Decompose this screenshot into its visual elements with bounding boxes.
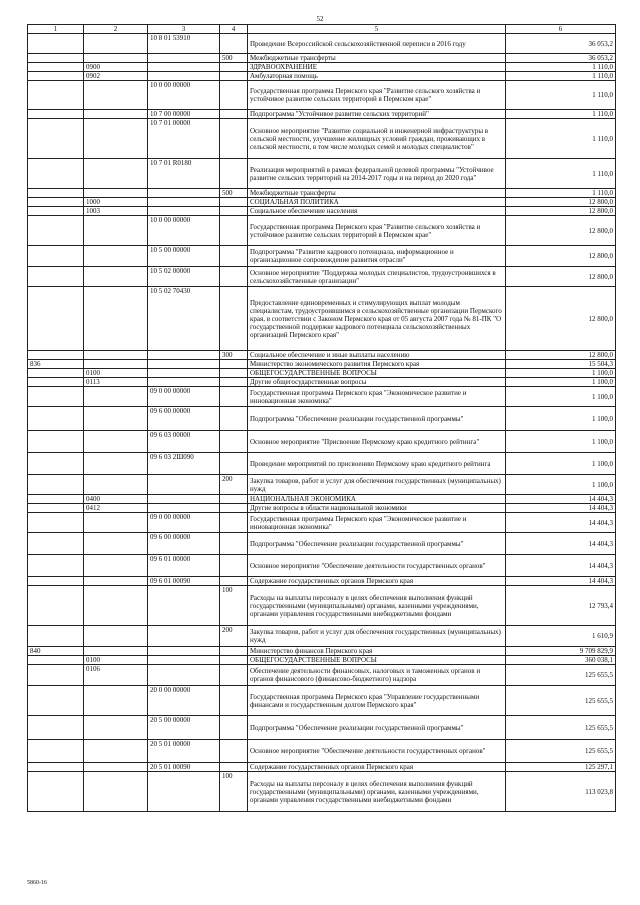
section-code-cell [84,716,148,740]
target-article-cell [148,665,220,686]
section-code-cell: 0900 [84,63,148,72]
amount-cell: 36 053,2 [506,54,616,63]
amount-cell: 1 110,0 [506,72,616,81]
ministry-code-cell [28,555,84,577]
item-name-cell: Основное мероприятие "Присвоение Пермскому краю кредитного рейтинга" [248,431,506,453]
amount-cell: 14 404,3 [506,533,616,555]
table-row [28,626,616,647]
amount-cell: 1 100,0 [506,431,616,453]
target-article-cell [148,369,220,378]
header-col-3: 3 [148,25,220,34]
amount-cell: 14 404,3 [506,495,616,504]
item-name-cell: Расходы на выплаты персоналу в целях обеспечения выполнения функций государственными (муниципальными) органами, казенными учреждениями, органами управления государственными внебюджетными фондами [248,586,506,626]
amount-cell: 1 100,0 [506,369,616,378]
amount-cell: 12 793,4 [506,586,616,626]
table-row [28,369,616,378]
expense-type-cell [220,360,248,369]
item-name-cell: Расходы на выплаты персоналу в целях обеспечения выполнения функций государственными (муниципальными) органами, казенными учреждениями, органами управления государственными внебюджетными фондами [248,772,506,812]
ministry-code-cell [28,387,84,407]
target-article-cell: 09 6 01 00000 [148,555,220,577]
table-row [28,586,616,626]
section-code-cell [84,763,148,772]
table-row [28,647,616,656]
item-name-cell: Подпрограмма "Обеспечение реализации государственной программы" [248,716,506,740]
header-col-6: 6 [506,25,616,34]
item-name-cell: Предоставление единовременных и стимулирующих выплат молодым специалистам, трудоустроившимся в сельскохозяйственные организации Пермского края, в соответствии с Законом Пермского края от 05 августа 2007 года № 81-ПК "О государственной поддержке кадрового потенциала сельскохозяйственных организаций Пермского края" [248,287,506,351]
section-code-cell [84,475,148,495]
expense-type-cell [220,246,248,267]
expense-type-cell [220,159,248,189]
target-article-cell: 09 0 00 00000 [148,513,220,533]
ministry-code-cell [28,110,84,119]
section-code-cell [84,287,148,351]
target-article-cell [148,72,220,81]
expense-type-cell: 100 [220,772,248,812]
item-name-cell: Закупка товаров, работ и услуг для обеспечения государственных (муниципальных) нужд [248,626,506,647]
item-name-cell: Основное мероприятие "Поддержка молодых специалистов, трудоустроившихся в сельскохозяйственные организации" [248,267,506,287]
amount-cell: 125 655,5 [506,740,616,763]
section-code-cell [84,119,148,159]
section-code-cell [84,216,148,246]
header-col-2: 2 [84,25,148,34]
item-name-cell: Подпрограмма "Развитие кадрового потенциала, информационное и организационное сопровождение развития отрасли" [248,246,506,267]
expense-type-cell [220,665,248,686]
amount-cell: 14 404,3 [506,555,616,577]
expense-type-cell [220,198,248,207]
amount-cell: 1 110,0 [506,159,616,189]
amount-cell: 1 100,0 [506,407,616,431]
table-row [28,504,616,513]
section-code-cell: 0100 [84,656,148,665]
amount-cell: 1 100,0 [506,387,616,407]
amount-cell: 1 110,0 [506,189,616,198]
target-article-cell: 10 0 00 00000 [148,216,220,246]
item-name-cell: Другие общегосударственные вопросы [248,378,506,387]
expense-type-cell [220,716,248,740]
ministry-code-cell [28,763,84,772]
expense-type-cell: 100 [220,586,248,626]
amount-cell: 12 800,0 [506,198,616,207]
amount-cell: 1 110,0 [506,63,616,72]
item-name-cell: Содержание государственных органов Пермского края [248,577,506,586]
table-header [28,25,616,34]
table-row [28,577,616,586]
item-name-cell: Основное мероприятие "Развитие социальной и инженерной инфраструктуры в сельской местности, улучшение жилищных условий граждан, проживающих в сельской местности, в том числе молодых семей и молодых специалистов" [248,119,506,159]
ministry-code-cell [28,216,84,246]
table-row [28,198,616,207]
table-row [28,716,616,740]
expense-type-cell [220,34,248,54]
expense-type-cell [220,207,248,216]
expense-type-cell [220,287,248,351]
amount-cell: 1 100,0 [506,378,616,387]
section-code-cell [84,267,148,287]
table-row [28,387,616,407]
target-article-cell [148,504,220,513]
target-article-cell: 20 0 00 00000 [148,686,220,716]
target-article-cell [148,475,220,495]
item-name-cell: Обеспечение деятельности финансовых, налоговых и таможенных органов и органов финансового (финансово-бюджетного) надзора [248,665,506,686]
ministry-code-cell [28,189,84,198]
item-name-cell: Подпрограмма "Обеспечение реализации государственной программы" [248,407,506,431]
table-row [28,772,616,812]
amount-cell: 12 800,0 [506,267,616,287]
item-name-cell: Государственная программа Пермского края "Управление государственными финансами и государственным долгом Пермского края" [248,686,506,716]
table-row [28,246,616,267]
target-article-cell [148,54,220,63]
section-code-cell [84,555,148,577]
footer-code: 5860-16 [27,880,47,886]
expense-type-cell [220,763,248,772]
target-article-cell: 10 7 01 00000 [148,119,220,159]
target-article-cell: 09 6 00 00000 [148,407,220,431]
section-code-cell: 0113 [84,378,148,387]
expense-type-cell [220,72,248,81]
ministry-code-cell [28,407,84,431]
item-name-cell: ЗДРАВООХРАНЕНИЕ [248,63,506,72]
amount-cell: 1 100,0 [506,475,616,495]
target-article-cell: 09 6 00 00000 [148,533,220,555]
item-name-cell: Государственная программа Пермского края "Развитие сельского хозяйства и устойчивое развитие сельских территорий в Пермском крае" [248,216,506,246]
section-code-cell [84,586,148,626]
target-article-cell [148,656,220,665]
target-article-cell: 10 8 01 53910 [148,34,220,54]
expense-type-cell: 500 [220,189,248,198]
expense-type-cell [220,686,248,716]
ministry-code-cell [28,656,84,665]
item-name-cell: Основное мероприятие "Обеспечение деятельности государственных органов" [248,555,506,577]
table-row [28,207,616,216]
target-article-cell: 20 5 01 00000 [148,740,220,763]
item-name-cell: Подпрограмма "Устойчивое развитие сельских территорий" [248,110,506,119]
amount-cell: 12 800,0 [506,351,616,360]
table-row [28,351,616,360]
expense-type-cell: 200 [220,626,248,647]
budget-table [27,24,616,812]
item-name-cell: СОЦИАЛЬНАЯ ПОЛИТИКА [248,198,506,207]
ministry-code-cell [28,431,84,453]
expense-type-cell [220,656,248,665]
expense-type-cell [220,81,248,110]
section-code-cell: 0100 [84,369,148,378]
item-name-cell: Министерство экономического развития Пермского края [248,360,506,369]
ministry-code-cell [28,453,84,475]
section-code-cell [84,110,148,119]
item-name-cell: Закупка товаров, работ и услуг для обеспечения государственных (муниципальных) нужд [248,475,506,495]
section-code-cell [84,533,148,555]
section-code-cell [84,360,148,369]
expense-type-cell [220,513,248,533]
item-name-cell: Межбюджетные трансферты [248,189,506,198]
table-row [28,533,616,555]
item-name-cell: НАЦИОНАЛЬНАЯ ЭКОНОМИКА [248,495,506,504]
table-row [28,72,616,81]
ministry-code-cell [28,351,84,360]
amount-cell: 14 404,3 [506,577,616,586]
expense-type-cell: 200 [220,475,248,495]
table-row [28,63,616,72]
target-article-cell: 10 5 00 00000 [148,246,220,267]
header-col-5: 5 [248,25,506,34]
target-article-cell: 10 0 00 00000 [148,81,220,110]
table-row [28,453,616,475]
table-row [28,119,616,159]
table-row [28,407,616,431]
page-number: 52 [316,15,324,23]
item-name-cell: Государственная программа Пермского края "Развитие сельского хозяйства и устойчивое развитие сельских территорий в Пермском крае" [248,81,506,110]
item-name-cell: Проведение Всероссийской сельскохозяйственной переписи в 2016 году [248,34,506,54]
item-name-cell: Содержание государственных органов Пермского края [248,763,506,772]
table-row [28,54,616,63]
ministry-code-cell [28,63,84,72]
section-code-cell [84,189,148,198]
table-row [28,665,616,686]
expense-type-cell [220,63,248,72]
ministry-code-cell [28,665,84,686]
ministry-code-cell [28,369,84,378]
expense-type-cell [220,533,248,555]
target-article-cell: 10 7 00 00000 [148,110,220,119]
amount-cell: 1 100,0 [506,453,616,475]
item-name-cell: Социальное обеспечение населения [248,207,506,216]
section-code-cell: 0400 [84,495,148,504]
expense-type-cell: 300 [220,351,248,360]
table-row [28,81,616,110]
section-code-cell [84,159,148,189]
section-code-cell [84,387,148,407]
target-article-cell [148,207,220,216]
table-row [28,495,616,504]
table-row [28,763,616,772]
target-article-cell [148,495,220,504]
amount-cell: 14 404,3 [506,513,616,533]
table-row [28,216,616,246]
section-code-cell [84,740,148,763]
table-row [28,555,616,577]
amount-cell: 1 110,0 [506,119,616,159]
table-row [28,159,616,189]
target-article-cell: 20 5 01 00090 [148,763,220,772]
target-article-cell: 09 0 00 00000 [148,387,220,407]
section-code-cell: 0412 [84,504,148,513]
amount-cell: 125 655,5 [506,716,616,740]
section-code-cell [84,577,148,586]
table-row [28,189,616,198]
expense-type-cell [220,378,248,387]
ministry-code-cell [28,246,84,267]
ministry-code-cell [28,533,84,555]
target-article-cell [148,360,220,369]
target-article-cell: 10 5 02 00000 [148,267,220,287]
amount-cell: 15 504,3 [506,360,616,369]
section-code-cell: 1000 [84,198,148,207]
section-code-cell [84,626,148,647]
amount-cell: 1 110,0 [506,81,616,110]
item-name-cell: Государственная программа Пермского края "Экономическое развитие и инновационная экономика" [248,513,506,533]
ministry-code-cell [28,513,84,533]
table-body [28,34,616,812]
expense-type-cell [220,119,248,159]
item-name-cell: Другие вопросы в области национальной экономики [248,504,506,513]
target-article-cell [148,772,220,812]
item-name-cell: Социальное обеспечение и иные выплаты населению [248,351,506,360]
section-code-cell [84,431,148,453]
ministry-code-cell [28,586,84,626]
amount-cell: 360 038,1 [506,656,616,665]
ministry-code-cell [28,207,84,216]
section-code-cell [84,54,148,63]
ministry-code-cell [28,577,84,586]
expense-type-cell [220,740,248,763]
amount-cell: 9 709 829,9 [506,647,616,656]
expense-type-cell [220,453,248,475]
expense-type-cell [220,110,248,119]
expense-type-cell [220,369,248,378]
amount-cell: 12 800,0 [506,287,616,351]
ministry-code-cell [28,686,84,716]
item-name-cell: Межбюджетные трансферты [248,54,506,63]
target-article-cell: 09 6 01 00090 [148,577,220,586]
target-article-cell: 20 5 00 00000 [148,716,220,740]
item-name-cell: Подпрограмма "Обеспечение реализации государственной программы" [248,533,506,555]
section-code-cell [84,351,148,360]
ministry-code-cell [28,54,84,63]
table-row [28,267,616,287]
target-article-cell [148,63,220,72]
ministry-code-cell [28,159,84,189]
ministry-code-cell [28,504,84,513]
ministry-code-cell [28,287,84,351]
table-row [28,360,616,369]
section-code-cell [84,81,148,110]
item-name-cell: ОБЩЕГОСУДАРСТВЕННЫЕ ВОПРОСЫ [248,656,506,665]
section-code-cell [84,407,148,431]
expense-type-cell [220,216,248,246]
ministry-code-cell [28,740,84,763]
section-code-cell: 0106 [84,665,148,686]
section-code-cell [84,772,148,812]
expense-type-cell [220,577,248,586]
header-col-4: 4 [220,25,248,34]
section-code-cell [84,647,148,656]
expense-type-cell [220,647,248,656]
expense-type-cell [220,555,248,577]
target-article-cell: 09 6 03 2Ш090 [148,453,220,475]
item-name-cell: Министерство финансов Пермского края [248,647,506,656]
ministry-code-cell [28,119,84,159]
amount-cell: 14 404,3 [506,504,616,513]
ministry-code-cell [28,475,84,495]
table-row [28,475,616,495]
header-col-1: 1 [28,25,84,34]
amount-cell: 125 297,1 [506,763,616,772]
amount-cell: 12 800,0 [506,207,616,216]
ministry-code-cell [28,34,84,54]
amount-cell: 1 610,9 [506,626,616,647]
ministry-code-cell [28,81,84,110]
ministry-code-cell [28,495,84,504]
target-article-cell: 10 5 02 70430 [148,287,220,351]
section-code-cell [84,34,148,54]
amount-cell: 36 053,2 [506,34,616,54]
ministry-code-cell [28,378,84,387]
item-name-cell: Основное мероприятие "Обеспечение деятельности государственных органов" [248,740,506,763]
expense-type-cell [220,267,248,287]
item-name-cell: Государственная программа Пермского края "Экономическое развитие и инновационная экономика" [248,387,506,407]
section-code-cell [84,513,148,533]
section-code-cell [84,246,148,267]
table-row [28,513,616,533]
target-article-cell [148,189,220,198]
table-row [28,656,616,665]
expense-type-cell [220,495,248,504]
item-name-cell: Реализация мероприятий в рамках федеральной целевой программы "Устойчивое развитие сельских территорий на 2014-2017 годы и на период до 2020 года" [248,159,506,189]
target-article-cell [148,198,220,207]
expense-type-cell [220,431,248,453]
amount-cell: 12 800,0 [506,216,616,246]
table-row [28,287,616,351]
section-code-cell: 1003 [84,207,148,216]
ministry-code-cell: 836 [28,360,84,369]
table-row [28,110,616,119]
ministry-code-cell [28,716,84,740]
target-article-cell [148,586,220,626]
section-code-cell: 0902 [84,72,148,81]
target-article-cell: 10 7 01 R0180 [148,159,220,189]
amount-cell: 113 023,8 [506,772,616,812]
amount-cell: 125 655,5 [506,665,616,686]
target-article-cell [148,351,220,360]
target-article-cell [148,647,220,656]
target-article-cell: 09 6 03 00000 [148,431,220,453]
item-name-cell: Амбулаторная помощь [248,72,506,81]
amount-cell: 12 800,0 [506,246,616,267]
amount-cell: 1 110,0 [506,110,616,119]
ministry-code-cell [28,267,84,287]
item-name-cell: Проведение мероприятий по присвоению Пермскому краю кредитного рейтинга [248,453,506,475]
amount-cell: 125 655,5 [506,686,616,716]
section-code-cell [84,453,148,475]
table-row [28,686,616,716]
table-row [28,378,616,387]
expense-type-cell [220,387,248,407]
ministry-code-cell [28,72,84,81]
ministry-code-cell [28,198,84,207]
table-row [28,34,616,54]
section-code-cell [84,686,148,716]
expense-type-cell: 500 [220,54,248,63]
ministry-code-cell [28,772,84,812]
expense-type-cell [220,504,248,513]
table-row [28,431,616,453]
target-article-cell [148,626,220,647]
item-name-cell: ОБЩЕГОСУДАРСТВЕННЫЕ ВОПРОСЫ [248,369,506,378]
ministry-code-cell: 840 [28,647,84,656]
ministry-code-cell [28,626,84,647]
target-article-cell [148,378,220,387]
table-row [28,740,616,763]
expense-type-cell [220,407,248,431]
